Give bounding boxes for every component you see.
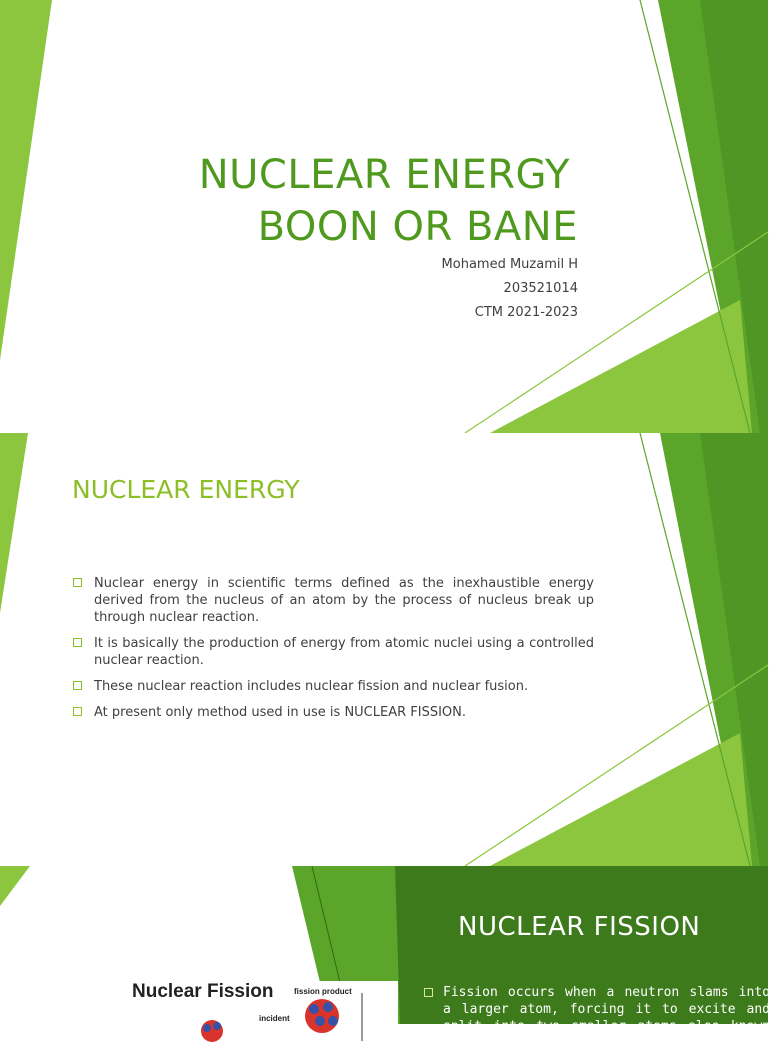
- proton-icon: [323, 1002, 333, 1012]
- title-slide: [0, 0, 768, 433]
- proton-icon: [315, 1016, 325, 1026]
- square-bullet-icon: [73, 681, 82, 690]
- slide-heading: NUCLEAR FISSION: [458, 912, 701, 942]
- list-item: [72, 575, 594, 626]
- proton-icon: [328, 1016, 338, 1026]
- proton-icon: [203, 1024, 211, 1032]
- bullet-list: [72, 575, 594, 730]
- list-item-text: Nuclear energy in scientific terms defined as the inexhaustible energy derived from the nucleus of an atom by the process of nucleus break up through nuclear reaction.: [94, 576, 594, 625]
- diagram-label-product: fission product: [294, 987, 352, 996]
- diagram-label-incident: incident: [259, 1014, 290, 1023]
- square-bullet-icon: [73, 638, 82, 647]
- list-item: [422, 984, 770, 1052]
- diagram-title: Nuclear Fission: [132, 981, 274, 1002]
- list-item: [72, 635, 594, 669]
- list-item-text: Fission occurs when a neutron slams into a larger atom, forcing it to excite and split into two smaller atoms also known as fission: [443, 985, 770, 1051]
- list-item-text: It is basically the production of energy from atomic nuclei using a controlled nuclear reaction.: [94, 636, 594, 668]
- nuclear-fission-slide: [0, 866, 770, 1051]
- left-green-shard: [0, 866, 30, 906]
- list-item: [72, 678, 594, 695]
- bottom-green-wedge: [490, 733, 752, 866]
- title-line-1: NUCLEAR ENERGY: [198, 152, 570, 198]
- left-green-shard: [0, 433, 28, 613]
- proton-icon: [309, 1004, 319, 1014]
- nuclear-energy-slide: [0, 433, 768, 866]
- id-number: 203521014: [503, 281, 578, 296]
- fission-diagram: [2, 981, 398, 1041]
- list-item: [72, 704, 594, 721]
- slide-heading: NUCLEAR ENERGY: [72, 475, 300, 504]
- list-item-text: At present only method used in use is NUCLEAR FISSION.: [94, 705, 467, 720]
- atom-illustration: [2, 981, 398, 1041]
- nucleus-right-icon: [305, 999, 339, 1033]
- square-bullet-icon: [424, 988, 433, 997]
- list-item-text: These nuclear reaction includes nuclear fission and nuclear fusion.: [94, 679, 529, 694]
- title-line-2: BOON OR BANE: [257, 204, 578, 250]
- program-years: CTM 2021-2023: [474, 305, 578, 320]
- proton-icon: [213, 1022, 221, 1030]
- left-green-shard: [0, 0, 52, 360]
- square-bullet-icon: [73, 707, 82, 716]
- square-bullet-icon: [73, 578, 82, 587]
- author-name: Mohamed Muzamil H: [441, 257, 578, 272]
